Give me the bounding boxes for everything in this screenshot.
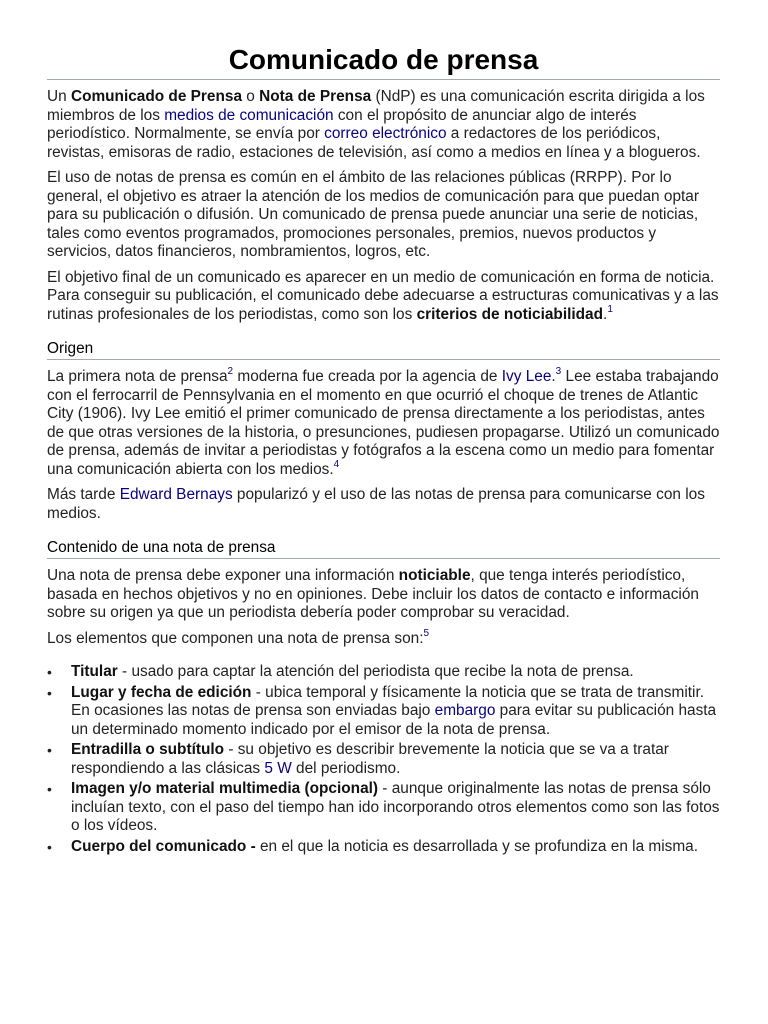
footnote-ref-3[interactable]: 3 xyxy=(555,366,562,377)
contenido-paragraph-1: Una nota de prensa debe exponer una información noticiable, que tenga interés periodístico, basada en hechos objetivos y no en opiniones. Debe incluir los datos de contacto e información sobre su origen ya que un periodista debería poder comprobar su veracidad. xyxy=(47,567,699,621)
footnote-ref-2[interactable]: 2 xyxy=(227,366,234,377)
list-item: • Titular - usado para captar la atención del periodista que recibe la nota de prensa. xyxy=(47,663,634,680)
footnote-ref-4[interactable]: 4 xyxy=(333,458,340,470)
intro-paragraph-3: El objetivo final de un comunicado es aparecer en un medio de comunicación en forma de noticia. Para conseguir su publicación, el comunicado debe adecuarse a estructuras comunicativas y a las rutinas profesionales de los periodistas, como son los criterios de noticiabilidad.$^1$ xyxy=(47,268,719,323)
list-item: • Entradilla o subtítulo - su objetivo es describir brevemente la noticia que se va a tratar respondiendo a las clásicas 5 W del periodismo. xyxy=(47,741,669,777)
origen-paragraph-2: Más tarde Edward Bernays popularizó y el uso de las notas de prensa para comunicarse con los medios. xyxy=(47,486,705,522)
contenido-paragraph-2: Los elementos que componen una nota de prensa son:$^5$ xyxy=(47,627,430,647)
link-ivy-lee[interactable]: Ivy Lee xyxy=(501,368,552,385)
title-divider xyxy=(47,79,720,80)
bold-term-criterios: criterios de noticiabilidad xyxy=(416,305,604,323)
footnote-ref-5[interactable]: 5 xyxy=(423,627,430,639)
section-heading-contenido: Contenido de una nota de prensa xyxy=(47,539,276,556)
link-5-w[interactable]: 5 W xyxy=(264,759,292,777)
section-divider-contenido xyxy=(47,558,720,559)
bold-term-noticiable: noticiable xyxy=(398,567,471,584)
section-divider-origen xyxy=(47,359,720,360)
list-item: • Cuerpo del comunicado - en el que la noticia es desarrollada y se profundiza en la misma. xyxy=(47,837,699,855)
list-item: • Imagen y/o material multimedia (opcional) - aunque originalmente las notas de prensa sólo incluían texto, con el paso del tiempo han ido incorporando otros elementos como son las fotos o los vídeos. xyxy=(47,780,720,834)
page-title: Comunicado de prensa xyxy=(228,44,539,75)
elements-list xyxy=(47,663,720,856)
section-heading-origen: Origen xyxy=(47,340,94,357)
origen-paragraph-1: La primera nota de prensa$^2$ moderna fue creada por la agencia de Ivy Lee.$^3$ Lee estaba trabajando con el ferrocarril de Pennsylvania en el momento en que ocurrió el choque de trenes de Atlantic City (1906). Ivy Lee emitió el primer comunicado de prensa directamente a los periodistas, antes de que otras versiones de la historia, o presunciones, pudiesen propagarse. Utilizó un comunicado de prensa, además de invitar a periodistas y fotógrafos a la escena como un medio para fomentar una comunicación abierta con los medios.$^4$ xyxy=(47,366,720,478)
list-item: • Lugar y fecha de edición - ubica temporal y físicamente la noticia que se trata de transmitir. En ocasiones las notas de prensa son enviadas bajo embargo para evitar su publicación hasta un determinado momento indicado por el emisor de la nota de prensa. xyxy=(47,683,717,738)
bullet-icon: • xyxy=(47,838,52,855)
footnote-ref-1[interactable]: 1 xyxy=(607,303,613,315)
bold-term-comunicado: Comunicado de Prensa xyxy=(70,88,243,105)
bullet-icon: • xyxy=(47,664,52,680)
link-correo-electronico[interactable]: correo electrónico xyxy=(324,125,447,142)
intro-paragraph-1: Un Comunicado de Prensa o Nota de Prensa (NdP) es una comunicación escrita dirigida a los miembros de los medios de comunicación con el propósito de anunciar algo de interés periodístico. Normalmente, se envía por correo electrónico a redactores de los periódicos, revistas, emisoras de radio, estaciones de televisión, así como a medios en línea y a blogueros. xyxy=(47,88,705,161)
bullet-icon: • xyxy=(47,684,52,701)
bullet-icon: • xyxy=(47,781,52,797)
intro-paragraph-2: El uso de notas de prensa es común en el ámbito de las relaciones públicas (RRPP). Por lo general, el objetivo es atraer la atención de los medios de comunicación para que puedan optar para su publicación o difusión. Un comunicado de prensa puede anunciar una serie de noticias, tales como eventos programados, promociones personales, premios, nuevos productos y servicios, datos financieros, nombramientos, logros, etc. xyxy=(47,169,699,260)
bullet-icon: • xyxy=(47,742,52,758)
link-medios-de-comunicacion[interactable]: medios de comunicación xyxy=(164,106,334,124)
link-embargo[interactable]: embargo xyxy=(434,702,496,719)
link-edward-bernays[interactable]: Edward Bernays xyxy=(119,486,233,503)
bold-term-nota: Nota de Prensa xyxy=(259,88,372,105)
